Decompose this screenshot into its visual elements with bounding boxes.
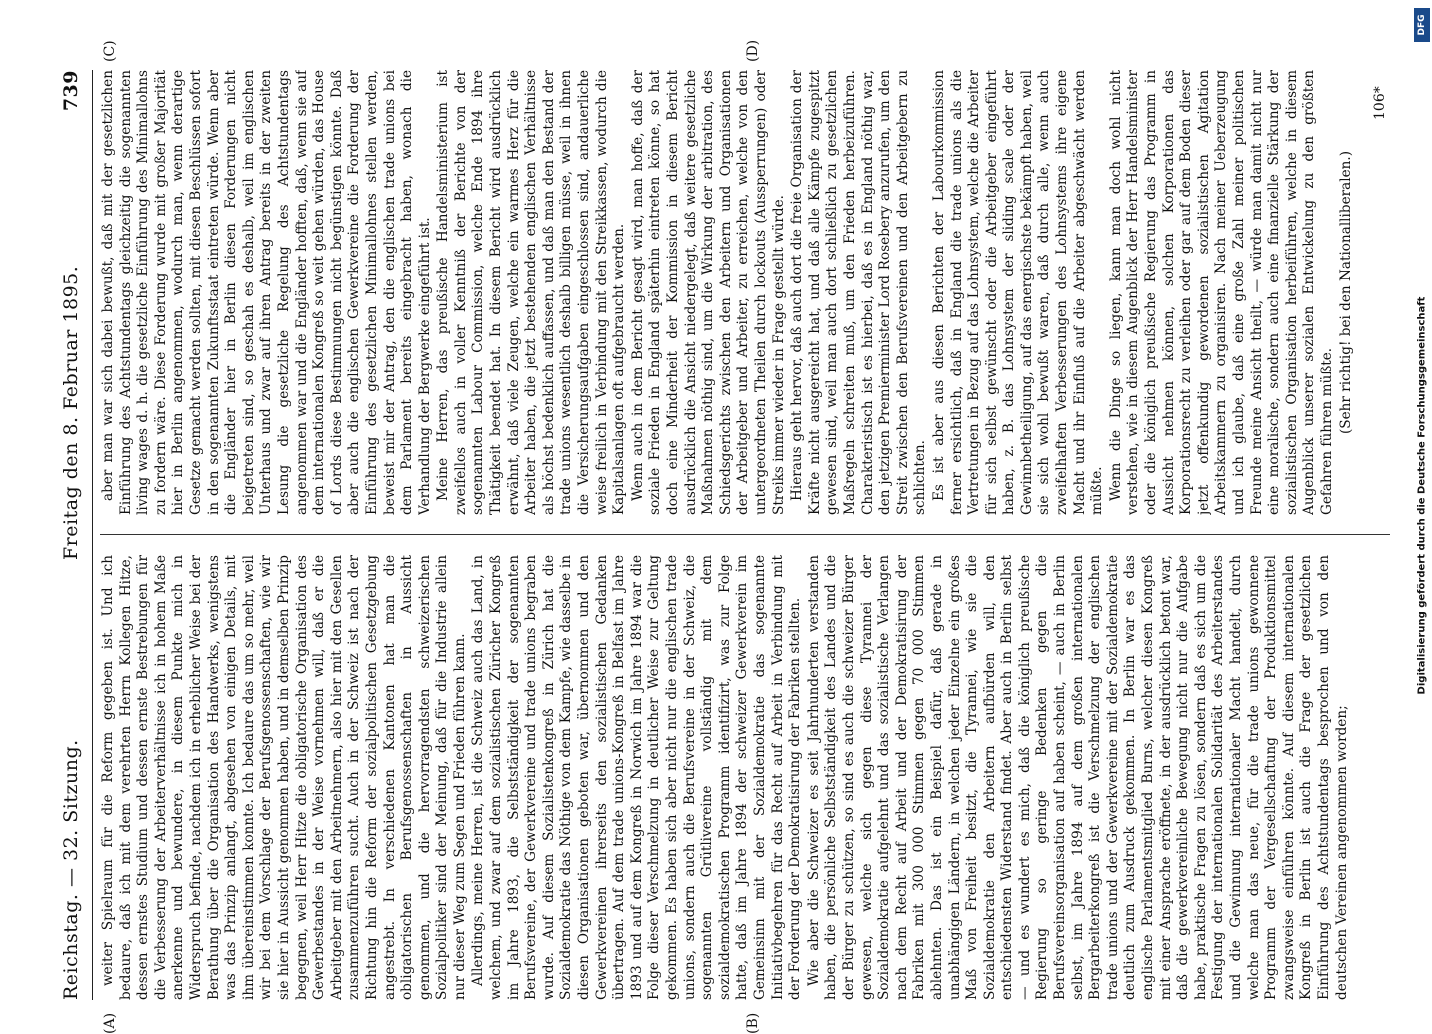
page-header xyxy=(60,70,86,1000)
paragraph: Wenn die Dinge so liegen, kann man doch wohl nicht verstehen, wie in diesem Augenblick der Herr Handelsminister oder die königlich preußische Regierung das Programm in Aussicht nehmen können, solchen Korporationen das Korporationsrecht zu verleihen oder gar auf dem Boden dieser jetzt offenkundig gewordenen sozialistischen Agitation Arbeitskammern zu organisiren. Nach meiner Ueberzeugung und ich glaube, daß eine große Zahl meiner politischen Freunde meine Ansicht theilt, — würde man damit nicht nur eine moralische, sondern auch eine finanzielle Stärkung der sozialistischen Organisation herbeiführen, welche in diesem Augenblick unserer sozialen Entwickelung zu den größten Gefahren führen müßte. xyxy=(1107,70,1335,515)
dfg-logo-text: DFG xyxy=(1417,14,1427,36)
digitization-credit: Digitalisierung gefördert durch die Deutsche Forschungsgemeinschaft xyxy=(1416,296,1428,695)
paragraph: Wenn auch in dem Bericht gesagt wird, man hoffe, daß der soziale Frieden in England späterhin eintreten könne, so hat doch eine Minderheit der Kommission in diesem Bericht ausdrücklich die Ansicht niedergelegt, daß weitere gesetzliche Maßnahmen nöthig sind, um die Wirkung der arbitration, des Schiedsgerichts zwischen den Arbeitern und Organisationen der Arbeitgeber und Arbeiter, zu erreichen, welche von den untergeordneten Theilen durch lockouts (Aussperrungen) oder Streiks immer wieder in Frage gestellt würde. xyxy=(629,70,787,515)
left-column xyxy=(100,555,1390,1000)
column-divider xyxy=(100,534,1390,535)
paragraph: Wie aber die Schweizer es seit Jahrhunderten verstanden haben, die persönliche Selbstständigkeit des Landes und die der Bürger zu schützen, so sind es auch die schweizer Bürger gewesen, welche sich gegen diese Tyrannei der Sozialdemokratie aufgelehnt und das sozialistische Verlangen nach dem Recht auf Arbeit und der Demokratisirung der Fabriken mit 300 000 Stimmen gegen 70 000 Stimmen ablehnten. Das ist ein Beispiel dafür, daß gerade in unabhängigen Ländern, in welchen jeder Einzelne ein großes Maß von Freiheit besitzt, die Tyrannei, wie sie die Sozialdemokratie den Arbeitern aufbürden will, den entschiedensten Widerstand findet. Aber auch in Berlin selbst — und es wundert es mich, daß die königlich preußische Regierung so geringe Bedenken gegen die Berufsvereinsorganisation auf haben scheint, — auch in Berlin selbst, im Jahre 1894 auf dem großen internationalen Bergarbeiterkongreß ist die Verschmelzung der englischen trade unions und der Gewerkvereine mit der Sozialdemokratie deutlich zum Ausdruck gekommen. In Berlin war es das englische Parlamentsmitglied Burns, welcher diesen Kongreß mit einer Ansprache eröffnete, in der ausdrücklich betont war, daß die gewerkvereinliche Bewegung nicht nur die Aufgabe habe, praktische Fragen zu lösen, sondern daß es sich um die Festigung der internationalen Solidarität des Arbeiterstandes und die Gewinnung internationaler Macht handelt, durch welche man das neue, für die trade unions gewonnene Programm der Vergesellschaftung der Produktionsmittel zwangsweise einführen könnte. Auf diesem internationalen Kongreß in Berlin ist auch die Frage der gesetzlichen Einführung des Achtstundentags besprochen und von den deutschen Vereinen angenommen worden; xyxy=(805,555,1350,1000)
interjection: (Sehr richtig! bei den Nationalliberalen.) xyxy=(1337,151,1354,434)
paragraph: aber man war sich dabei bewußt, daß mit der gesetzlichen Einführung des Achtstundentags gleichzeitig die sogenannten living wages d. h. die gesetzliche Einführung des Minimallohns zu fordern wäre. Diese Forderung wurde mit großer Majorität hier in Berlin angenommen, wodurch man, wenn derartige Gesetze gemacht werden sollten, mit diesen Beschlüssen sofort in den sogenannten Zukunftsstaat eintreten würde. Wenn aber die Engländer hier in Berlin diesen Forderungen nicht beigetreten sind, so geschah es deshalb, weil im englischen Unterhaus und zwar auf ihren Antrag bereits in der zweiten Lesung die gesetzliche Regelung des Achtstundentags angenommen war und die Engländer hofften, daß, wenn sie auf dem internationalen Kongreß so weit gehen würden, das House of Lords diese Bestimmungen nicht begünstigen könnte. Daß aber auch die englischen Gewerkvereine die Forderung der Einführung des gesetzlichen Minimallohnes stellen werden, beweist mir der Antrag, den die englischen trade unions bei dem Parlament bereits eingebracht haben, wonach die Verhandlung der Bergwerke eingeführt ist. xyxy=(100,70,433,515)
marker-d: (D) xyxy=(745,39,761,62)
marker-b: (B) xyxy=(745,1012,761,1034)
paragraph: weiter Spielraum für die Reform gegeben ist. Und ich bedaure, daß ich mit dem verehrten Herrn Kollegen Hitze, dessen ernstes Studium und dessen ernste Bestrebungen für die Verbesserung der Arbeiterverhältnisse ich in hohem Maße anerkenne und bewundere, in diesem Punkte mich in Widerspruch befinde, nachdem ich in erheblicher Weise bei der Berathung über die Organisation des Handwerks, wenigstens was das Prinzip anlangt, abgesehen von einigen Details, mit ihm übereinstimmen konnte. Ich bedaure das um so mehr, weil wir bei dem Vorschlage der Berufsgenossenschaften, wie wir sie hier in Aussicht genommen haben, und in demselben Prinzip begegnen, weil Herr Hitze die obligatorische Organisation des Gewerbestandes in der Weise vornehmen will, daß er die Arbeitgeber mit den Arbeitnehmern, also hier mit den Gesellen zusammenzuführen sucht. Auch in der Schweiz ist nach der Richtung hin die Reform der sozialpolitischen Gesetzgebung angestrebt. In verschiedenen Kantonen hat man die obligatorischen Berufsgenossenschaften in Aussicht genommen, und die hervorragendsten schweizerischen Sozialpolitiker sind der Meinung, daß für die Industrie allein nur dieser Weg zum Segen und Frieden führen kann. xyxy=(100,555,468,1000)
header-rule xyxy=(92,70,93,1000)
paragraph: Hieraus geht hervor, daß auch dort die freie Organisation der Kräfte nicht ausgereicht hat, und daß alle Kämpfe zugespitzt gewesen sind, weil man auch dort schließlich zu gesetzlichen Maßregeln schreiten muß, um den Frieden herbeizuführen. Charakteristisch ist es hierbei, daß es in England nöthig war, den jetzigen Premierminister Lord Rosebery anzurufen, um den Streit zwischen den Berufsvereinen und den Arbeitgebern zu schlichten. xyxy=(789,70,929,515)
marker-c: (C) xyxy=(102,40,118,62)
page-number: 739 xyxy=(60,70,82,112)
marker-a: (A) xyxy=(102,1012,118,1034)
paragraph: Meine Herren, das preußische Handelsministerium ist zweifellos auch in voller Kenntniß der Berichte von der sogenannten Labour Commission, welche Ende 1894 ihre Thätigkeit beendet hat. In diesem Bericht wird ausdrücklich erwähnt, daß viele Zeugen, welche ein warmes Herz für die Arbeiter haben, die jetzt bestehenden englischen Verhältnisse als höchst bedenklich auffassen, und daß man den Bestand der trade unions wesentlich deshalb billigen müsse, weil in ihnen die Versicherungsaufgaben eingeschlossen sind, andauerliche weise freilich in Verbindung mit den Streikkassen, wodurch die Kapitalsanlagen oft aufgebraucht werden. xyxy=(435,70,628,515)
paragraph: Allerdings, meine Herren, ist die Schweiz auch das Land, in welchem, und zwar auf dem sozialistischen Züricher Kongreß im Jahre 1893, die Selbstständigkeit der sogenannten Berufsvereine, der Gewerkvereine und trade unions begraben wurde. Auf diesem Sozialistenkongreß in Zürich hat die Sozialdemokratie das Nöthige von dem Kampfe, wie dasselbe in diesen Organisationen geboten war, übernommen und den Gewerkvereinen ihrerseits den sozialistischen Gedanken übertragen. Auf dem trade unions-Kongreß in Belfast im Jahre 1893 und auf dem Kongreß in Norwich im Jahre 1894 war die Folge dieser Verschmelzung in deutlicher Weise zur Geltung gekommen. Es haben sich aber nicht nur die englischen trade unions, sondern auch die Berufsvereine in der Schweiz, die sogenannten Grütlivereine vollständig mit dem sozialdemokratischen Programm identifizirt, was zur Folge hatte, daß im Jahre 1894 der schweizer Gewerkverein im Gemeinsinn mit der Sozialdemokratie das sogenannte Initiativbegehren für das Recht auf Arbeit in Verbindung mit der Forderung der Demokratisirung der Fabriken stellten. xyxy=(470,555,804,1000)
right-column xyxy=(100,70,1390,515)
header-session: Reichstag. — 32. Sitzung. xyxy=(60,739,82,1000)
digitization-credit-bar xyxy=(1412,0,1432,1000)
dfg-logo xyxy=(1414,8,1430,42)
bottom-page-mark: 106* xyxy=(1372,86,1388,120)
header-date: Freitag den 8. Februar 1895. xyxy=(60,265,82,560)
paragraph: Es ist aber aus diesen Berichten der Labourkommission ferner ersichtlich, daß in England die trade unions als die Vertretungen in Bezug auf das Lohnsystem, welche die Arbeiter für sich selbst gewünscht oder die Arbeitgeber eingeführt haben, z. B. das Lohnsystem der sliding scale oder der Gewinnbetheiligung, auf das energischste bekämpft haben, weil sie sich wohl bewußt waren, daß durch alle, wenn auch zweifelhaften Verbesserungen des Lohnsystems ihre eigene Macht und ihr Einfluß auf die Arbeiter abgeschwächt werden müßte. xyxy=(930,70,1106,515)
